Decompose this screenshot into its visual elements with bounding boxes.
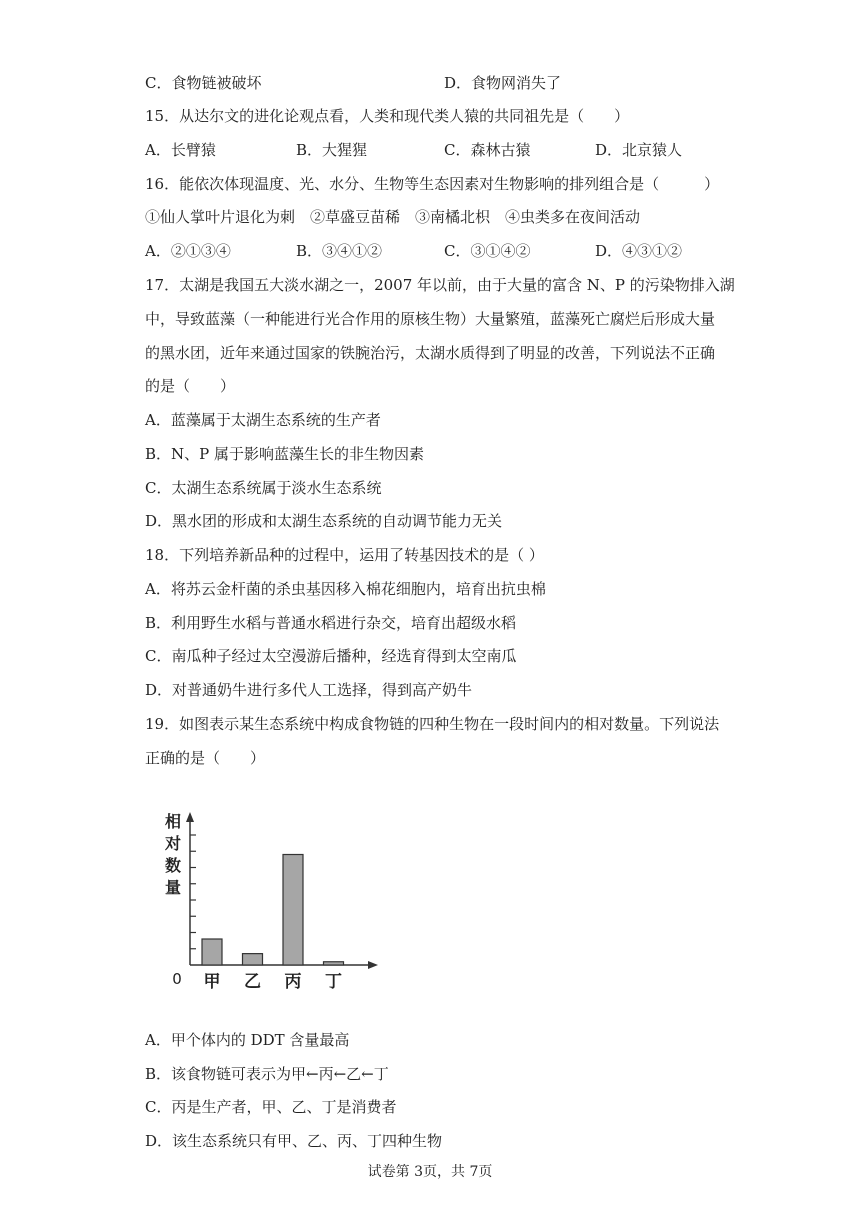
q17-stem-line-3: 的黑水团，近年来通过国家的铁腕治污，太湖水质得到了明显的改善，下列说法不正确 (145, 344, 716, 362)
q19-option-c: C．丙是生产者，甲、乙、丁是消费者 (145, 1098, 397, 1116)
y-axis-label-char: 量 (164, 878, 182, 897)
y-axis-arrow (186, 812, 194, 822)
x-axis-arrow (368, 961, 378, 969)
q18-stem: 18．下列培养新品种的过程中，运用了转基因技术的是（ ） (145, 546, 544, 564)
x-tick-label: 甲 (203, 972, 221, 992)
y-axis-label-char: 对 (164, 834, 182, 853)
origin-label: 0 (172, 970, 182, 988)
q17-stem-line-1: 17．太湖是我国五大淡水湖之一，2007 年以前，由于大量的富含 N、P 的污染物排入湖 (145, 276, 735, 294)
q18-option-d: D．对普通奶牛进行多代人工选择，得到高产奶牛 (145, 681, 473, 699)
bar-乙 (243, 954, 263, 965)
q19-option-b: B．该食物链可表示为甲←丙←乙←丁 (145, 1065, 389, 1083)
bar-丙 (283, 855, 303, 966)
q16-option-c: C．③①④② (444, 242, 531, 260)
page-footer: 试卷第 3页，共 7页 (367, 1164, 493, 1180)
q17-option-a: A．蓝藻属于太湖生态系统的生产者 (145, 411, 381, 429)
chart-bars (202, 855, 344, 966)
q15-option-d: D．北京猿人 (595, 141, 683, 159)
q18-option-b: B．利用野生水稻与普通水稻进行杂交，培育出超级水稻 (145, 614, 517, 632)
relative-quantity-bar-chart (160, 805, 385, 1000)
q14-option-c: C．食物链被破坏 (145, 74, 262, 92)
q15-stem: 15．从达尔文的进化论观点看，人类和现代类人猿的共同祖先是（ ） (145, 107, 630, 125)
q17-option-b: B．N、P 属于影响蓝藻生长的非生物因素 (145, 445, 425, 463)
q16-stem: 16．能依次体现温度、光、水分、生物等生态因素对生物影响的排列组合是（ ） (145, 175, 720, 193)
q17-option-d: D．黑水团的形成和太湖生态系统的自动调节能力无关 (145, 512, 503, 530)
x-tick-label: 丁 (325, 972, 342, 992)
q14-option-d: D．食物网消失了 (444, 74, 562, 92)
q17-stem-line-4: 的是（ ） (145, 377, 236, 395)
q16-option-b: B．③④①② (296, 242, 383, 260)
q15-option-c: C．森林古猿 (444, 141, 531, 159)
y-axis-label-char: 数 (164, 856, 182, 875)
q19-option-a: A．甲个体内的 DDT 含量最高 (145, 1031, 350, 1049)
q18-option-a: A．将苏云金杆菌的杀虫基因移入棉花细胞内，培育出抗虫棉 (145, 580, 546, 598)
q19-stem-line-2: 正确的是（ ） (145, 749, 266, 767)
q19-stem-line-1: 19．如图表示某生态系统中构成食物链的四种生物在一段时间内的相对数量。下列说法 (145, 715, 720, 733)
q18-option-c: C．南瓜种子经过太空漫游后播种，经选育得到太空南瓜 (145, 647, 517, 665)
q19-option-d: D．该生态系统只有甲、乙、丙、丁四种生物 (145, 1132, 443, 1150)
q16-items: ①仙人掌叶片退化为刺 ②草盛豆苗稀 ③南橘北枳 ④虫类多在夜间活动 (145, 208, 641, 226)
q17-option-c: C．太湖生态系统属于淡水生态系统 (145, 479, 382, 497)
x-tick-label: 丙 (284, 972, 302, 992)
q16-option-d: D．④③①② (595, 242, 683, 260)
q15-option-b: B．大猩猩 (296, 141, 368, 159)
q16-option-a: A．②①③④ (145, 242, 231, 260)
q17-stem-line-2: 中，导致蓝藻（一种能进行光合作用的原核生物）大量繁殖，蓝藻死亡腐烂后形成大量 (145, 310, 716, 328)
y-axis-label-char: 相 (164, 812, 182, 831)
bar-丁 (324, 962, 344, 965)
q15-option-a: A．长臂猿 (145, 141, 216, 159)
bar-甲 (202, 939, 222, 965)
x-tick-label: 乙 (244, 972, 261, 992)
